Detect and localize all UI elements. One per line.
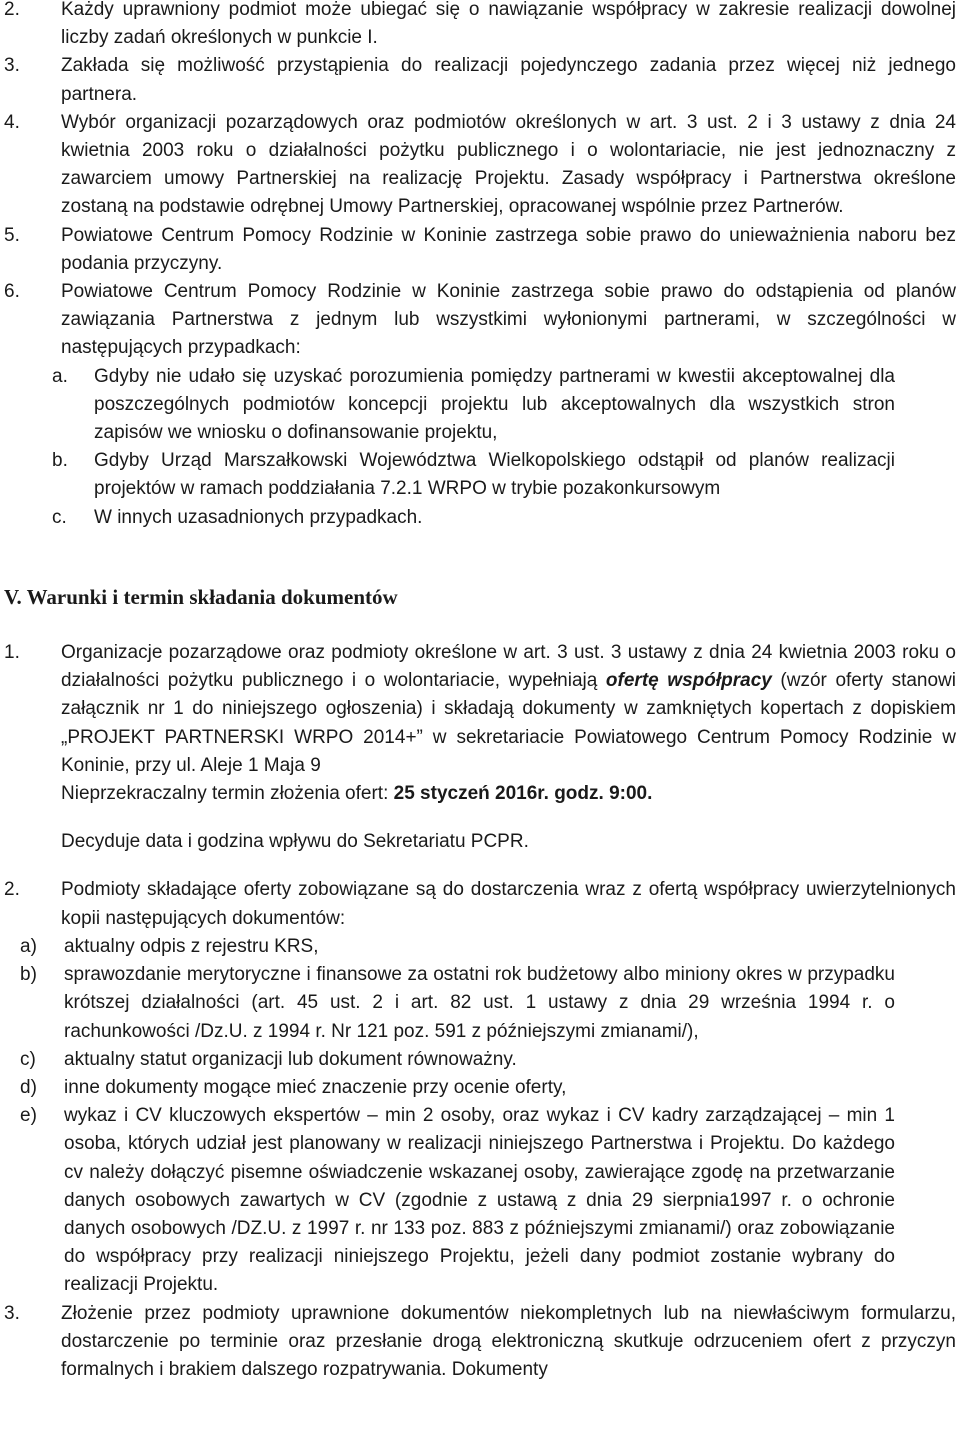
list-number: 6. (4, 281, 20, 303)
deadline-line (0, 780, 956, 808)
doc-sub-c (16, 1046, 895, 1074)
list-item-2 (0, 0, 956, 52)
list-text: Każdy uprawniony podmiot może ubiegać się o nawiązanie współpracy w zakresie realizacji dowolnej liczby zadań określonych w punkcie I. (61, 0, 956, 49)
sub-text: wykaz i CV kluczowych ekspertów – min 2 osoby, oraz wykaz i CV kadry zarządzającej – min 1 osoba, których udział jest planowany w realizacji niniejszego Partnerstwa i Projektu. Do każdego cv należy dołączyć pisemne oświadczenie wskazanej osoby, zawierające zgodę na przetwarzanie danych osobowych zawartych w CV (zgodnie z ustawą z dnia 29 sierpnia1997 r. o ochronie danych osobowych /DZ.U. z 1997 r. nr 133 poz. 883 z późniejszymi zmianami/) oraz zobowiązanie do współpracy przy realizacji niniejszego Projektu, jeżeli dany podmiot zostanie wybrany do realizacji Projektu. (64, 1105, 895, 1296)
list-number: 3. (4, 55, 20, 77)
doc-sub-d (16, 1074, 895, 1102)
list-number: 1. (4, 642, 20, 664)
doc-sub-a (16, 933, 895, 961)
sub-text: sprawozdanie merytoryczne i finansowe za ostatni rok budżetowy albo miniony okres w przypadku krótszej działalności (art. 45 ust. 2 i art. 82 ust. 1 ustawy z dnia 29 września 1994 r. o rachunkowości /Dz.U. z 1994 r. Nr 121 poz. 591 z późniejszymi zmianami/), (64, 964, 895, 1042)
item-text-part: Organizacje pozarządowe oraz podmioty określone w art. 3 ust. 3 ustawy z dnia 24 kwietnia 2003 roku o działalności pożytku publicznego i o wolontariacie, wypełniają (61, 642, 956, 692)
sub-text: W innych uzasadnionych przypadkach. (94, 506, 423, 528)
sub-text: aktualny statut organizacji lub dokument równoważny. (64, 1048, 517, 1070)
emphasis-offer: ofertę współpracy (605, 670, 772, 692)
sub-text: Gdyby Urząd Marszałkowski Województwa Wielkopolskiego odstąpił od planów realizacji projektów w ramach poddziałania 7.2.1 WRPO w trybie pozakonkursowym (94, 450, 895, 500)
sub-letter: a. (52, 365, 68, 387)
list-number: 4. (4, 111, 20, 133)
list-text: Powiatowe Centrum Pomocy Rodzinie w Koninie zastrzega sobie prawo do unieważnienia naboru bez podania przyczyny. (61, 224, 956, 274)
list-number: 2. (4, 879, 20, 901)
sub-item-c (46, 504, 895, 532)
list-text (61, 639, 956, 780)
section-heading: V. Warunki i termin składania dokumentów (4, 584, 398, 609)
list-number: 5. (4, 224, 20, 246)
deadline-note: Decyduje data i godzina wpływu do Sekretariatu PCPR. (61, 831, 529, 853)
list-item-6 (0, 278, 956, 363)
sub-text: Gdyby nie udało się uzyskać porozumienia pomiędzy partnerami w kwestii akceptowalnej dla poszczególnych podmiotów koncepcji projektu lub akceptowalnych dla wszystkich stron zapisów we wniosku o dofinansowanie projektu, (94, 365, 895, 444)
list-item-5 (0, 222, 956, 278)
sub-text: inne dokumenty mogące mieć znaczenie przy ocenie oferty, (64, 1076, 567, 1098)
sub-letter: d) (20, 1076, 37, 1098)
sub-item-a (46, 363, 895, 448)
deadline-value: 25 styczeń 2016r. godz. 9:00. (393, 783, 653, 805)
sub-letter: e) (20, 1105, 37, 1127)
list-text: Wybór organizacji pozarządowych oraz podmiotów określonych w art. 3 ust. 2 i 3 ustawy z dnia 24 kwietnia 2003 roku o działalności pożytku publicznego i o wolontariacie, nie jest jednoznaczny z zawarciem umowy Partnerskiej na realizację Projektu. Zasady współpracy i Partnerstwa określone zostaną na podstawie odrębnej Umowy Partnerskiej, opracowanej wspólnie przez Partnerów. (61, 111, 956, 218)
sub-letter: a) (20, 935, 37, 957)
sub-letter: b. (52, 450, 68, 472)
section-v-item-1 (0, 639, 956, 780)
doc-sub-b (16, 961, 895, 1046)
list-item-3 (0, 52, 956, 108)
item-text-part: (wzór oferty stanowi załącznik nr 1 do niniejszego ogłoszenia) i składają dokumenty w zamkniętych kopertach z dopiskiem „PROJEKT PARTNERSKI WRPO 2014+” w sekretariacie Powiatowego Centrum Pomocy Rodzinie w Koninie, przy ul. Aleje 1 Maja 9 (61, 670, 956, 776)
list-text: Złożenie przez podmioty uprawnione dokumentów niekompletnych lub na niewłaściwym formularzu, dostarczenie po terminie oraz przesłanie drogą elektroniczną skutkuje odrzuceniem ofert z przyczyn formalnych i brakiem dalszego rozpatrywania. Dokumenty (61, 1302, 956, 1380)
list-item-4 (0, 109, 956, 222)
list-number: 2. (4, 0, 20, 20)
section-v-item-3 (0, 1300, 956, 1385)
sub-letter: b) (20, 964, 37, 986)
section-v-item-2 (0, 876, 956, 932)
list-number: 3. (4, 1302, 20, 1324)
list-text: Podmioty składające oferty zobowiązane są do dostarczenia wraz z ofertą współpracy uwierzytelnionych kopii następujących dokumentów: (61, 879, 956, 929)
doc-sub-e (16, 1102, 895, 1299)
sub-letter: c. (52, 506, 67, 528)
list-text: Powiatowe Centrum Pomocy Rodzinie w Koninie zastrzega sobie prawo do odstąpienia od planów zawiązania Partnerstwa z jednym lub wszystkimi wyłonionymi partnerami, w szczególności w następujących przypadkach: (61, 281, 956, 359)
list-text: Zakłada się możliwość przystąpienia do realizacji pojedynczego zadania przez więcej niż jednego partnera. (61, 55, 956, 105)
sub-item-b (46, 447, 895, 503)
deadline-label: Nieprzekraczalny termin złożenia ofert: (61, 783, 394, 805)
sub-text: aktualny odpis z rejestru KRS, (64, 935, 319, 957)
sub-letter: c) (20, 1048, 36, 1070)
